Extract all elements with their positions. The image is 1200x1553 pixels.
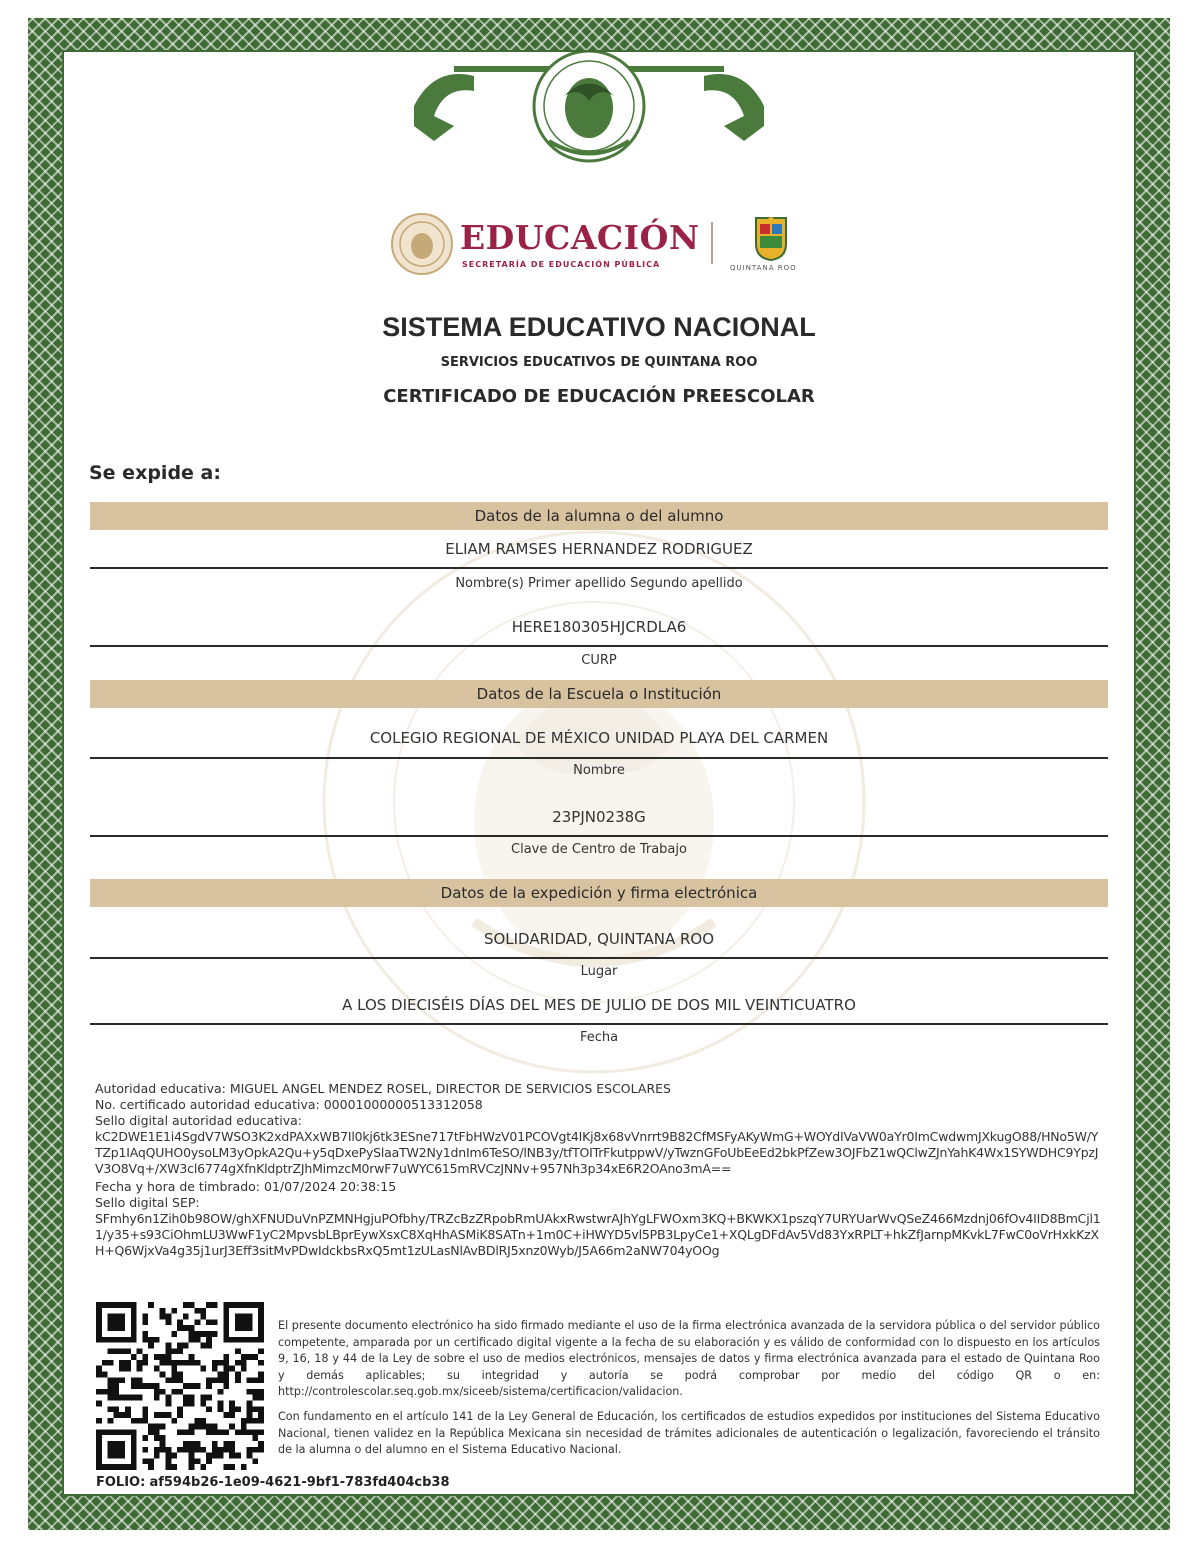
- sep-seal-label: Sello digital SEP:: [95, 1195, 200, 1210]
- school-name-caption: Nombre: [573, 763, 625, 778]
- folio-label: FOLIO:: [96, 1475, 146, 1490]
- state-label: QUINTANA ROO: [730, 264, 797, 272]
- authority-seal-value: kC2DWE1E1i4SgdV7WSO3K2xdPAXxWB7Il0kj6tk3ESne717tFbHWzV01PCOVgt4IKj8x68vVnrrt9B82CfMSFyAKyWmG+WOYdIVaVW0aYr0ImCwdwmJXkugO88/HNo5W/YTZp1IAqQUHO0ysoLM3yOpkA2Qu+y5qDxePySlaaTW2Ny1dnIm6TeSO/lNB3y/tfTOITrFkutppwV/yTwznGFoUbEeEd2bkPfZew3OJFbZ1wQClwZJnYahK4Wx1SYWDHC9YpzJV3O8Vq+/XW3cl6774gXfnKldptrZJhMimzcM0rwF7uWYC615mRVCzJNNv+957Nh3p34xE6R2OAno3mA==: [95, 1129, 1099, 1176]
- authority-line: Autoridad educativa: MIGUEL ANGEL MENDEZ ROSEL, DIRECTOR DE SERVICIOS ESCOLARES: [95, 1081, 671, 1096]
- authority-seal-label: Sello digital autoridad educativa:: [95, 1113, 302, 1128]
- divider: [90, 1023, 1108, 1025]
- authority-cert-number: No. certificado autoridad educativa: 00001000000513312058: [95, 1097, 483, 1112]
- student-name-caption: Nombre(s) Primer apellido Segundo apellido: [455, 576, 743, 591]
- ministry-subtitle: SECRETARÍA DE EDUCACIÓN PÚBLICA: [462, 260, 661, 269]
- qr-code-icon[interactable]: [96, 1302, 264, 1470]
- certificate-border: [28, 18, 1170, 1530]
- school-name: COLEGIO REGIONAL DE MÉXICO UNIDAD PLAYA DEL CARMEN: [369, 729, 829, 747]
- issuance-date-caption: Fecha: [579, 1030, 619, 1045]
- issuance-section-header: Datos de la expedición y firma electrónica: [90, 879, 1108, 907]
- logo-divider: [711, 222, 713, 264]
- system-title: SISTEMA EDUCATIVO NACIONAL: [382, 312, 816, 342]
- legal-paragraph-2: Con fundamento en el artículo 141 de la Ley General de Educación, los certificados de estudios expedidos por instituciones del Sistema Educativo Nacional, tienen validez en la República Mexicana sin necesidad de trámites adicionales de autenticación o legalización, favoreciendo el tránsito de la alumna o del alumno en el Sistema Educativo Nacional.: [278, 1410, 1100, 1456]
- student-curp-caption: CURP: [581, 653, 617, 668]
- logo-row: [390, 212, 820, 282]
- school-section-header: Datos de la Escuela o Institución: [90, 680, 1108, 708]
- divider: [90, 957, 1108, 959]
- school-cct: 23PJN0238G: [552, 808, 646, 826]
- student-curp: HERE180305HJCRDLA6: [511, 618, 687, 636]
- school-cct-caption: Clave de Centro de Trabajo: [511, 842, 687, 857]
- certificate-title: CERTIFICADO DE EDUCACIÓN PREESCOLAR: [383, 386, 815, 407]
- certificate-page: [62, 50, 1136, 1496]
- folio: [96, 1475, 450, 1490]
- legal-paragraph-1: El presente documento electrónico ha sido firmado mediante el uso de la firma electrónica avanzada de la servidora pública o del servidor público competente, amparada por un certificado digital vigente a la fecha de su elaboración y es válido de conformidad con lo dispuesto en los artículos 9, 16, 18 y 44 de la Ley de sobre el uso de medios electrónicos, mensajes de datos y firma electrónica avanzada para el estado de Quintana Roo y demás aplicables; su integridad y autoría se podrá comprobar por medio del código QR o en: http://controlescolar.seq.gob.mx/siceeb/sistema/certificacion/validacion.: [278, 1319, 1100, 1398]
- divider: [90, 645, 1108, 647]
- authority-block: [95, 1081, 1105, 1259]
- quintana-roo-shield-icon: [754, 214, 788, 262]
- sep-seal-value: SFmhy6n1Zih0b98OW/ghXFNUDuVnPZMNHgjuPOfbhy/TRZcBzZRpobRmUAkxRwstwrAJhYgLFWOxm3KQ+BKWKX1pszqY7URYUarWvQSeZ466Mzdnj06fOv4IID8BmCjl11/y35+s93CiOhmLU3WwF1yC2MpvsbLBprEywXsxC8XqHhASMiK8SATn+1m0C+iHWYD5vl5PB3LpyCe1+XQLgDFdAv5Vd83YxRPLT+hkZfJarnpMKvkL7FwC0oVrHxkKzXH+Q6WjxVa4g35j1urJ3Eff3sitMvPDwIdckbsRxQ5mt1zULasNlAvBDlRJ5xnz0Wyb/J5A66m2aNW704yOOg: [95, 1211, 1101, 1258]
- mexican-coat-of-arms-icon: [394, 50, 784, 186]
- student-name: ELIAM RAMSES HERNANDEZ RODRIGUEZ: [445, 540, 753, 558]
- issuance-place: SOLIDARIDAD, QUINTANA ROO: [483, 930, 715, 948]
- issued-to-label: Se expide a:: [89, 462, 221, 484]
- issuance-place-caption: Lugar: [580, 964, 618, 979]
- ministry-name: EDUCACIÓN: [460, 218, 700, 257]
- sep-seal-icon: [390, 212, 454, 276]
- stamp-date: Fecha y hora de timbrado: 01/07/2024 20:38:15: [95, 1179, 397, 1194]
- student-section-header: Datos de la alumna o del alumno: [90, 502, 1108, 530]
- divider: [90, 567, 1108, 569]
- issuance-date: A LOS DIECISÉIS DÍAS DEL MES DE JULIO DE DOS MIL VEINTICUATRO: [342, 996, 856, 1014]
- folio-value: af594b26-1e09-4621-9bf1-783fd404cb38: [149, 1475, 450, 1490]
- divider: [90, 757, 1108, 759]
- divider: [90, 835, 1108, 837]
- services-title: SERVICIOS EDUCATIVOS DE QUINTANA ROO: [440, 355, 758, 370]
